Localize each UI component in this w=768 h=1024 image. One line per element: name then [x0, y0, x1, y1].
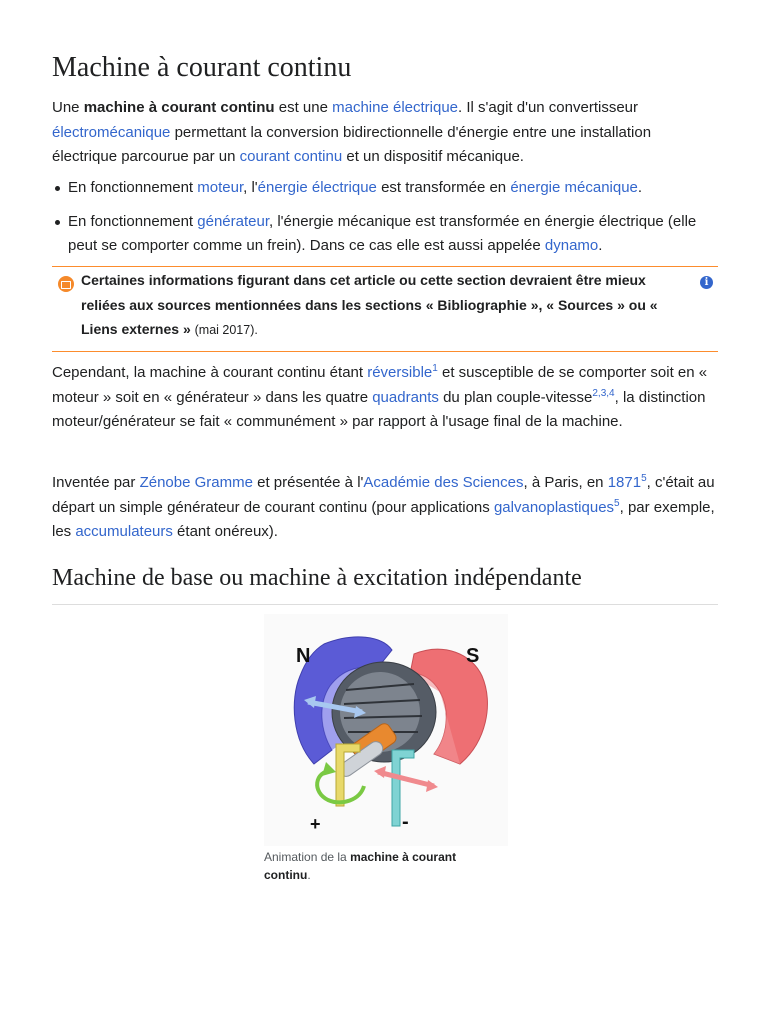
mode-list: [52, 176, 718, 259]
reference-note[interactable]: 5: [614, 497, 620, 509]
intro-text-3: . Il s'agit d'un convertisseur: [458, 99, 638, 116]
reversibility-paragraph: [52, 361, 718, 435]
link-dynamo[interactable]: dynamo: [544, 237, 599, 254]
link-energie-mecanique[interactable]: énergie mécanique: [510, 179, 638, 196]
para-text: Inventée par: [52, 474, 140, 491]
link-moteur[interactable]: moteur: [197, 179, 244, 196]
link-academie-des-sciences[interactable]: Académie des Sciences: [363, 474, 524, 491]
bullet-text: En fonctionnement: [68, 179, 198, 196]
para-text: , à Paris, en: [523, 474, 608, 491]
intro-paragraph: [52, 96, 718, 170]
caption-end: .: [307, 868, 311, 882]
reference-note[interactable]: 5: [641, 473, 647, 484]
bullet-text: .: [637, 179, 643, 196]
label-north: N: [296, 645, 311, 667]
list-item: [52, 176, 718, 201]
intro-text-1: Une: [52, 99, 84, 116]
para-text: et présentée à l': [252, 474, 364, 491]
para-text: et susceptible de se comporter soit en « moteur » soit en « générateur » dans les quatre: [52, 364, 708, 406]
link-1871[interactable]: 1871: [607, 474, 642, 491]
notice-text: [81, 268, 691, 343]
para-text: étant onéreux).: [172, 523, 278, 540]
intro-text-5: et un dispositif mécanique.: [342, 148, 524, 165]
intro-text-4: permettant la conversion bidirectionnelle d'énergie entre une installation électrique parcourue par un: [52, 123, 652, 165]
link-energie-electrique[interactable]: énergie électrique: [257, 179, 377, 196]
notice-date: (mai 2017): [194, 323, 255, 337]
label-south: S: [466, 645, 480, 667]
figure-caption: [264, 848, 494, 884]
reference-note[interactable]: 1: [432, 363, 438, 374]
link-galvanoplastiques[interactable]: galvanoplastiques: [493, 498, 615, 516]
dc-machine-animation[interactable]: [264, 614, 508, 846]
caption-text: Animation de la: [264, 850, 351, 864]
link-reversible[interactable]: réversible: [367, 364, 433, 381]
bullet-text: En fonctionnement: [68, 212, 198, 230]
book-icon: [58, 276, 74, 292]
label-minus: -: [402, 811, 409, 833]
para-text: du plan couple-vitesse: [438, 388, 593, 406]
label-plus: +: [310, 814, 321, 834]
bullet-text: est transformée en: [376, 179, 511, 196]
para-text: , la distinction moteur/générateur se fait « communément » par rapport à l'usage final de la machine.: [52, 388, 706, 430]
link-electromecanique[interactable]: électromécanique: [52, 123, 171, 141]
link-zenobe-gramme[interactable]: Zénobe Gramme: [139, 474, 253, 491]
link-generateur[interactable]: générateur: [197, 212, 269, 230]
para-text: , par exemple, les: [52, 498, 715, 540]
caption-bold: machine à courant continu: [264, 850, 457, 882]
para-text: Cependant, la machine à courant continu étant: [52, 364, 368, 381]
section-divider: [52, 604, 718, 605]
para-text: , c'était au départ un simple générateur de courant continu (pour applications: [52, 474, 715, 516]
list-item: [52, 210, 718, 259]
link-machine-electrique[interactable]: machine électrique: [332, 99, 459, 116]
link-courant-continu[interactable]: courant continu: [239, 148, 343, 165]
section-heading: Machine de base ou machine à excitation indépendante: [52, 565, 582, 591]
reference-note[interactable]: 2,3,4: [592, 387, 615, 399]
history-paragraph: [52, 471, 718, 545]
intro-text-2: est une: [274, 99, 333, 116]
intro-bold-term: machine à courant continu: [83, 99, 275, 116]
bullet-text: .: [598, 237, 603, 254]
bullet-text: , l'énergie mécanique est transformée en énergie électrique (elle peut se comporter comme un frein). Dans ce cas elle est aussi appelée: [68, 212, 697, 254]
notice-end: .: [254, 323, 258, 337]
notice-message: Certaines informations figurant dans cet article ou cette section devraient être mieux reliées aux sources mentionnées dans les sections « Bibliographie », « Sources » ou « Liens externes »: [81, 272, 658, 337]
page-title: Machine à courant continu: [52, 52, 352, 83]
link-quadrants[interactable]: quadrants: [372, 388, 439, 406]
info-icon[interactable]: i: [700, 276, 713, 289]
bullet-text: , l': [243, 179, 258, 196]
link-accumulateurs[interactable]: accumulateurs: [75, 523, 173, 540]
sources-notice: [52, 266, 718, 352]
